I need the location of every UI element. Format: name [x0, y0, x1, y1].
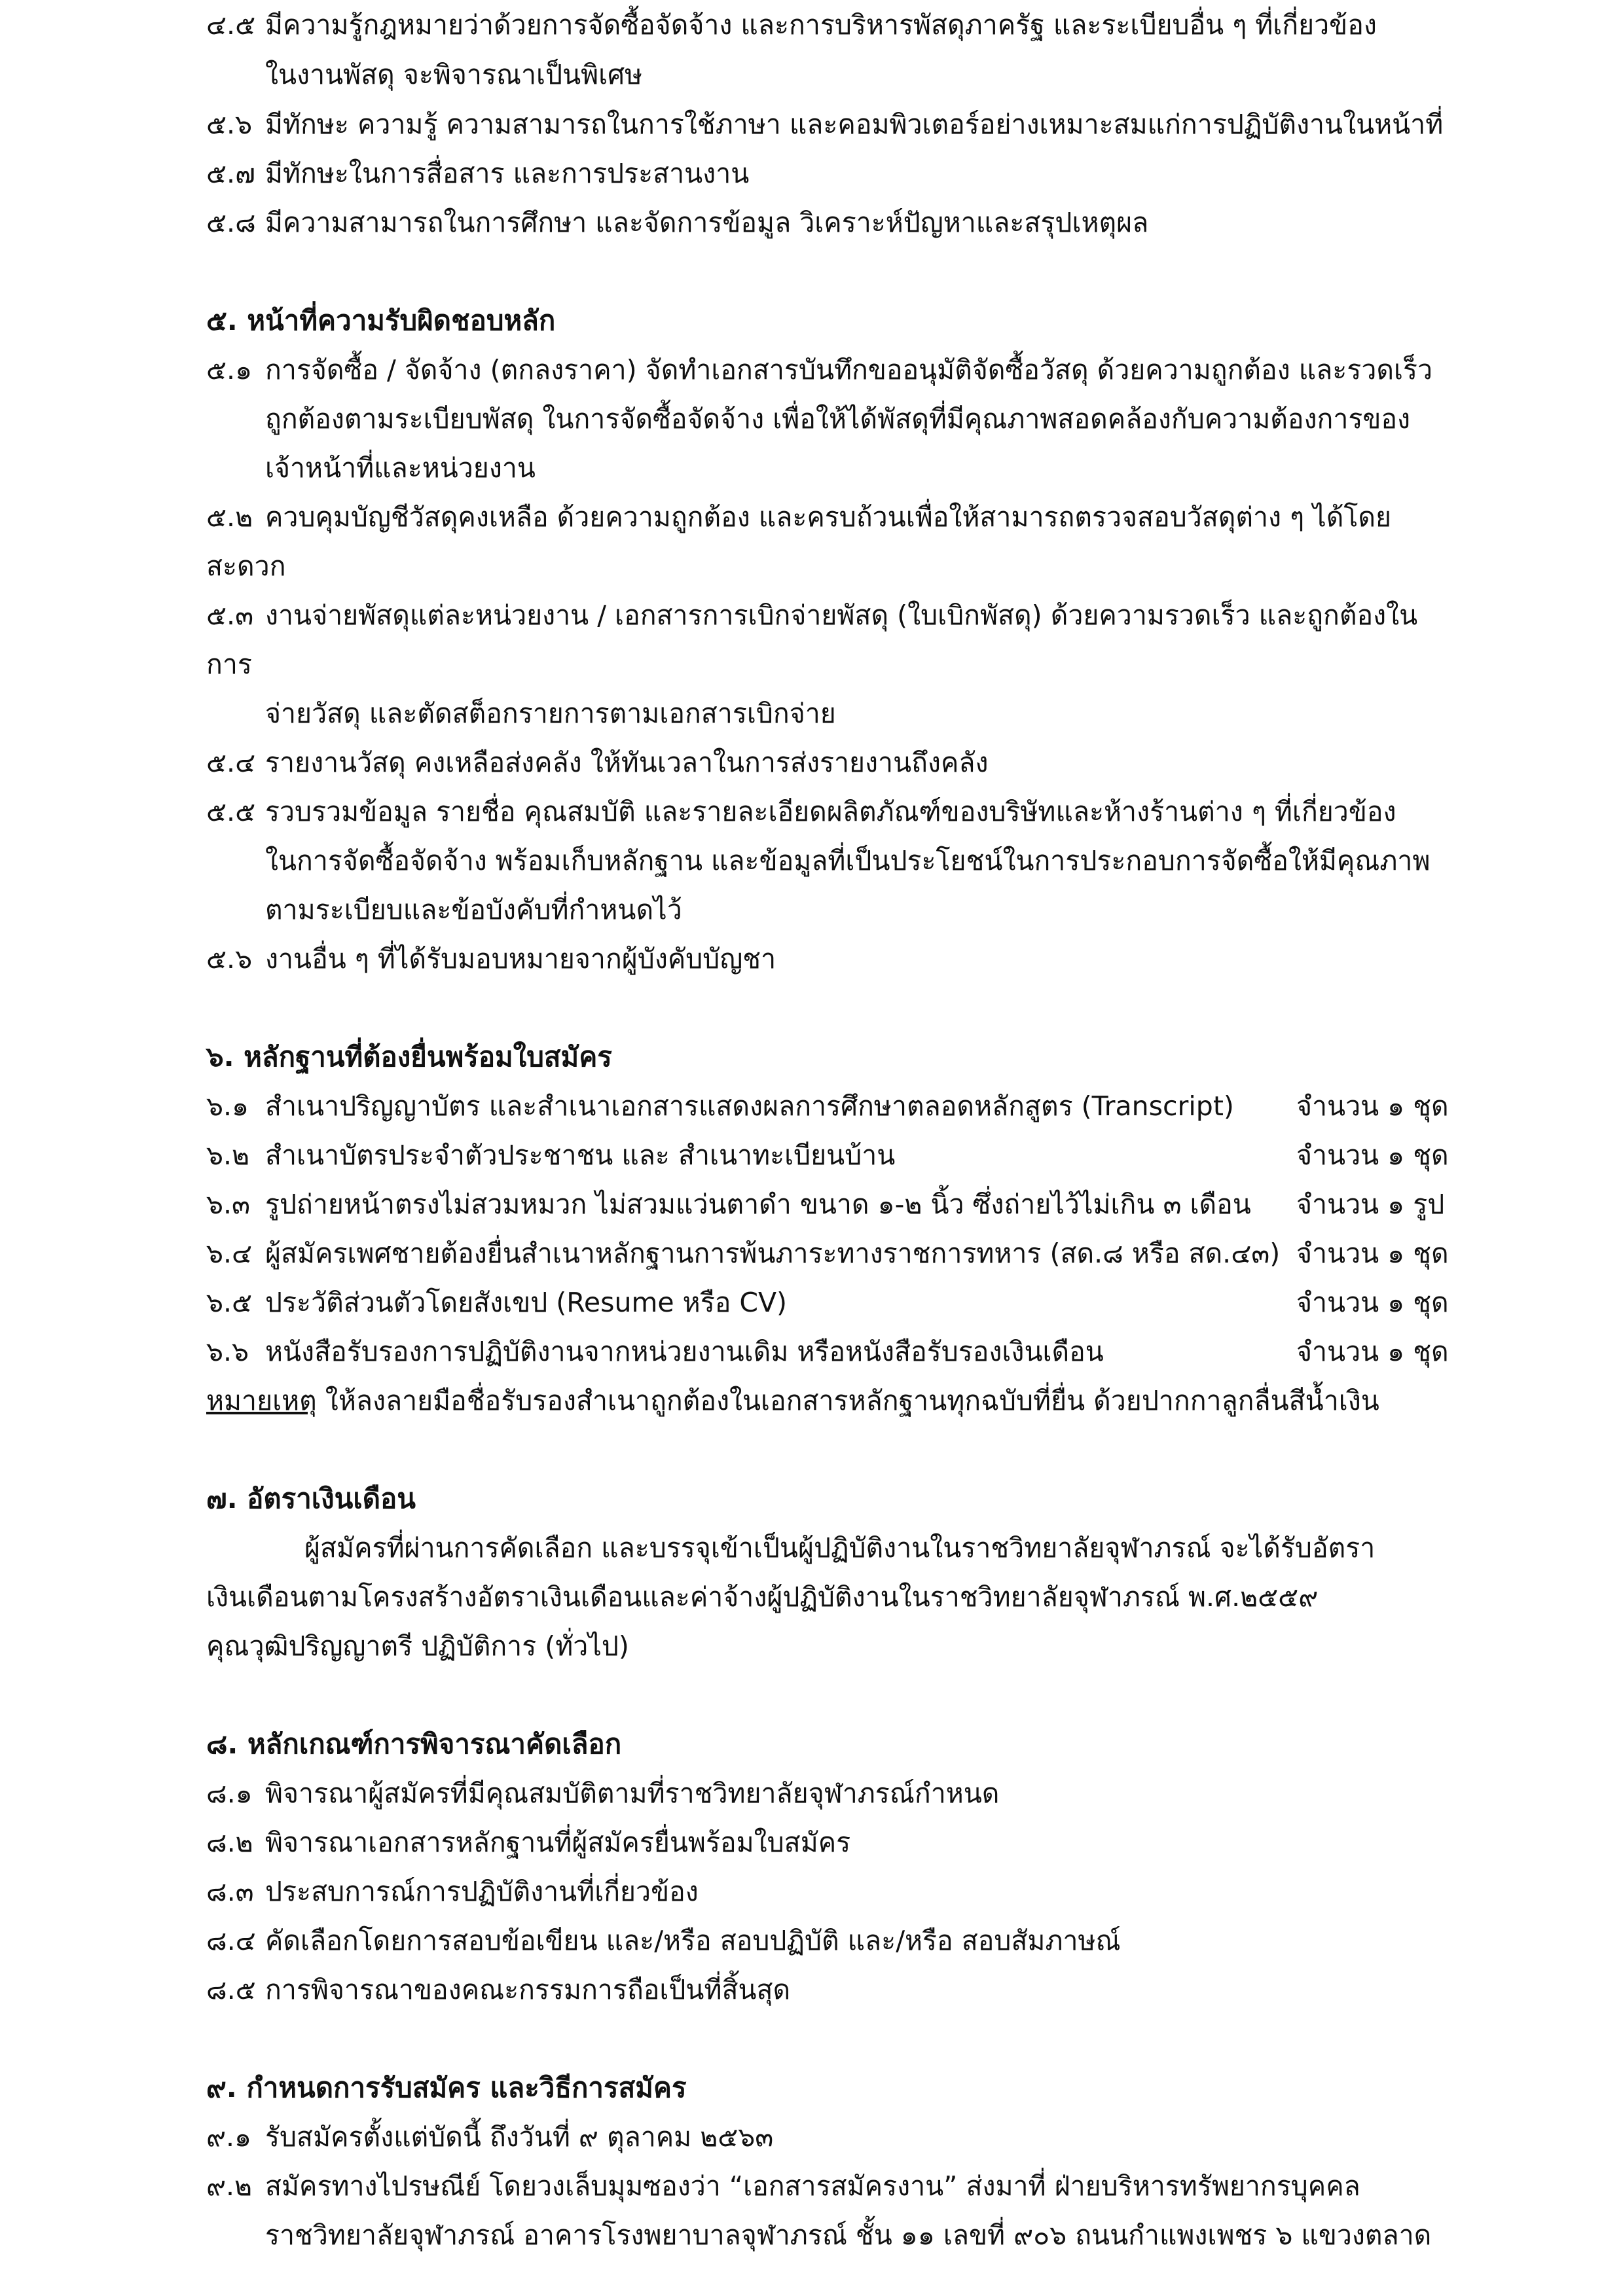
- item-number: ๖.๕: [206, 1287, 253, 1318]
- s7-line-1: ผู้สมัครที่ผ่านการคัดเลือก และบรรจุเข้าเป็นผู้ปฏิบัติงานในราชวิทยาลัยจุฬาภรณ์ จะได้รับอัตรา: [304, 1532, 1376, 1564]
- item-number: ๘.๑: [206, 1778, 253, 1809]
- s8-item-2: ๘.๒ พิจารณาเอกสารหลักฐานที่ผู้สมัครยื่นพร้อมใบสมัคร: [206, 1823, 850, 1862]
- note-label: หมายเหตุ: [206, 1385, 317, 1416]
- s6-item-6-quantity: จำนวน ๑ ชุด: [1296, 1336, 1449, 1367]
- s5-item-3-line-1: ๕.๓ งานจ่ายพัสดุแต่ละหน่วยงาน / เอกสารการเบิกจ่ายพัสดุ (ใบเบิกพัสดุ) ด้วยความรวดเร็ว และถูกต้องใน: [206, 596, 1417, 635]
- s6-item-4-quantity: จำนวน ๑ ชุด: [1296, 1238, 1449, 1269]
- item-number: ๘.๓: [206, 1876, 254, 1907]
- item-number: ๕.๑: [206, 354, 253, 386]
- item-number: ๖.๒: [206, 1139, 250, 1171]
- item-number: ๔.๕: [206, 9, 256, 41]
- s4-item-7: ๕.๗ มีทักษะในการสื่อสาร และการประสานงาน: [206, 154, 749, 193]
- item-number: ๕.๒: [206, 501, 253, 533]
- section-5-heading: ๕. หน้าที่ความรับผิดชอบหลัก: [206, 304, 556, 336]
- item-number: ๕.๔: [206, 747, 256, 778]
- item-number: ๖.๖: [206, 1336, 249, 1367]
- item-number: ๕.๕: [206, 796, 256, 827]
- note-text: ให้ลงลายมือชื่อรับรองสำเนาถูกต้องในเอกสารหลักฐานทุกฉบับที่ยื่น ด้วยปากกาลูกลื่นสีน้ำเงิน: [316, 1385, 1379, 1416]
- s4-item-8: ๕.๘ มีความสามารถในการศึกษา และจัดการข้อมูล วิเคราะห์ปัญหาและสรุปเหตุผล: [206, 203, 1148, 242]
- item-number: ๕.๖: [206, 109, 253, 140]
- item-number: ๖.๑: [206, 1090, 249, 1122]
- s4-item-5-line-2: ในงานพัสดุ จะพิจารณาเป็นพิเศษ: [265, 59, 643, 90]
- s6-item-1-quantity: จำนวน ๑ ชุด: [1296, 1090, 1449, 1122]
- s6-note: [206, 1381, 1379, 1420]
- item-number: ๕.๓: [206, 600, 254, 631]
- item-number: ๕.๖: [206, 943, 253, 975]
- s5-item-3-line-2: การ: [206, 649, 252, 680]
- item-number: ๖.๔: [206, 1238, 253, 1269]
- s5-item-5-line-1: ๕.๕ รวบรวมข้อมูล รายชื่อ คุณสมบัติ และรายละเอียดผลิตภัณฑ์ของบริษัทและห้างร้านต่าง ๆ ที่เกี่ยวข้อง: [206, 792, 1396, 831]
- s5-item-3-line-3: จ่ายวัสดุ และตัดสต็อกรายการตามเอกสารเบิกจ่าย: [265, 698, 836, 729]
- item-number: ๙.๑: [206, 2121, 252, 2153]
- section-7-heading: ๗. อัตราเงินเดือน: [206, 1482, 416, 1515]
- s8-item-4: ๘.๔ คัดเลือกโดยการสอบข้อเขียน และ/หรือ สอบปฏิบัติ และ/หรือ สอบสัมภาษณ์: [206, 1921, 1121, 1960]
- s5-item-4: ๕.๔ รายงานวัสดุ คงเหลือส่งคลัง ให้ทันเวลาในการส่งรายงานถึงคลัง: [206, 743, 989, 782]
- s9-item-1: ๙.๑ รับสมัครตั้งแต่บัดนี้ ถึงวันที่ ๙ ตุลาคม ๒๕๖๓: [206, 2117, 773, 2157]
- s8-item-3: ๘.๓ ประสบการณ์การปฏิบัติงานที่เกี่ยวข้อง: [206, 1872, 699, 1911]
- section-6-heading: ๖. หลักฐานที่ต้องยื่นพร้อมใบสมัคร: [206, 1041, 612, 1073]
- s5-item-1-line-2: ถูกต้องตามระเบียบพัสดุ ในการจัดซื้อจัดจ้าง เพื่อให้ได้พัสดุที่มีคุณภาพสอดคล้องกับความต้องการของ: [265, 403, 1411, 435]
- s5-item-2-line-2: สะดวก: [206, 550, 286, 582]
- s9-item-2-line-2: ราชวิทยาลัยจุฬาภรณ์ อาคารโรงพยาบาลจุฬาภรณ์ ชั้น ๑๑ เลขที่ ๙๐๖ ถนนกำแพงเพชร ๖ แขวงตลาด: [265, 2219, 1432, 2251]
- item-number: ๙.๒: [206, 2170, 253, 2202]
- s8-item-1: ๘.๑ พิจารณาผู้สมัครที่มีคุณสมบัติตามที่ราชวิทยาลัยจุฬาภรณ์กำหนด: [206, 1774, 999, 1813]
- item-number: ๘.๒: [206, 1827, 253, 1858]
- s7-line-2: เงินเดือนตามโครงสร้างอัตราเงินเดือนและค่าจ้างผู้ปฏิบัติงานในราชวิทยาลัยจุฬาภรณ์ พ.ศ.๒๕๕๙: [206, 1581, 1319, 1613]
- s6-item-3-quantity: จำนวน ๑ รูป: [1296, 1189, 1445, 1220]
- s6-item-5: ๖.๕ ประวัติส่วนตัวโดยสังเขป (Resume หรือ CV): [206, 1283, 787, 1322]
- s4-item-6: ๕.๖ มีทักษะ ความรู้ ความสามารถในการใช้ภาษา และคอมพิวเตอร์อย่างเหมาะสมแก่การปฏิบัติงานในหน้าที่: [206, 105, 1443, 144]
- s6-item-5-quantity: จำนวน ๑ ชุด: [1296, 1287, 1449, 1318]
- item-number: ๕.๘: [206, 207, 256, 238]
- s6-item-4: ๖.๔ ผู้สมัครเพศชายต้องยื่นสำเนาหลักฐานการพ้นภาระทางราชการทหาร (สด.๘ หรือ สด.๔๓): [206, 1234, 1280, 1273]
- s8-item-5: ๘.๕ การพิจารณาของคณะกรรมการถือเป็นที่สิ้นสุด: [206, 1970, 790, 2009]
- s4-item-5-line-1: ๔.๕ มีความรู้กฎหมายว่าด้วยการจัดซื้อจัดจ้าง และการบริหารพัสดุภาครัฐ และระเบียบอื่น ๆ ที่เกี่ยวข้อง: [206, 5, 1377, 45]
- s6-item-2: ๖.๒ สำเนาบัตรประจำตัวประชาชน และ สำเนาทะเบียนบ้าน: [206, 1136, 895, 1175]
- s7-line-3: คุณวุฒิปริญญาตรี ปฏิบัติการ (ทั่วไป): [206, 1630, 629, 1662]
- section-9-heading: ๙. กำหนดการรับสมัคร และวิธีการสมัคร: [206, 2072, 687, 2104]
- s6-item-1: ๖.๑ สำเนาปริญญาบัตร และสำเนาเอกสารแสดงผลการศึกษาตลอดหลักสูตร (Transcript): [206, 1086, 1234, 1126]
- s5-item-1-line-3: เจ้าหน้าที่และหน่วยงาน: [265, 452, 536, 484]
- s9-item-2-line-1: ๙.๒ สมัครทางไปรษณีย์ โดยวงเล็บมุมซองว่า “เอกสารสมัครงาน” ส่งมาที่ ฝ่ายบริหารทรัพยากรบุคคล: [206, 2166, 1360, 2206]
- item-number: ๖.๓: [206, 1189, 251, 1220]
- s6-item-2-quantity: จำนวน ๑ ชุด: [1296, 1139, 1449, 1171]
- s5-item-5-line-3: ตามระเบียบและข้อบังคับที่กำหนดไว้: [265, 894, 682, 925]
- item-number: ๕.๗: [206, 158, 255, 189]
- s6-item-6: ๖.๖ หนังสือรับรองการปฏิบัติงานจากหน่วยงานเดิม หรือหนังสือรับรองเงินเดือน: [206, 1332, 1104, 1371]
- item-number: ๘.๕: [206, 1974, 256, 2005]
- section-8-heading: ๘. หลักเกณฑ์การพิจารณาคัดเลือก: [206, 1728, 622, 1760]
- s6-item-3: ๖.๓ รูปถ่ายหน้าตรงไม่สวมหมวก ไม่สวมแว่นตาดำ ขนาด ๑-๒ นิ้ว ซึ่งถ่ายไว้ไม่เกิน ๓ เดือน: [206, 1185, 1251, 1224]
- item-number: ๘.๔: [206, 1925, 256, 1956]
- s5-item-6: ๕.๖ งานอื่น ๆ ที่ได้รับมอบหมายจากผู้บังคับบัญชา: [206, 939, 776, 978]
- s5-item-1-line-1: ๕.๑ การจัดซื้อ / จัดจ้าง (ตกลงราคา) จัดทำเอกสารบันทึกขออนุมัติจัดซื้อวัสดุ ด้วยความถูกต้อง และรวดเร็ว: [206, 350, 1432, 389]
- s5-item-5-line-2: ในการจัดซื้อจัดจ้าง พร้อมเก็บหลักฐาน และข้อมูลที่เป็นประโยชน์ในการประกอบการจัดซื้อให้มีคุณภาพ: [265, 845, 1431, 876]
- s5-item-2-line-1: ๕.๒ ควบคุมบัญชีวัสดุคงเหลือ ด้วยความถูกต้อง และครบถ้วนเพื่อให้สามารถตรวจสอบวัสดุต่าง ๆ ได้โดย: [206, 497, 1391, 537]
